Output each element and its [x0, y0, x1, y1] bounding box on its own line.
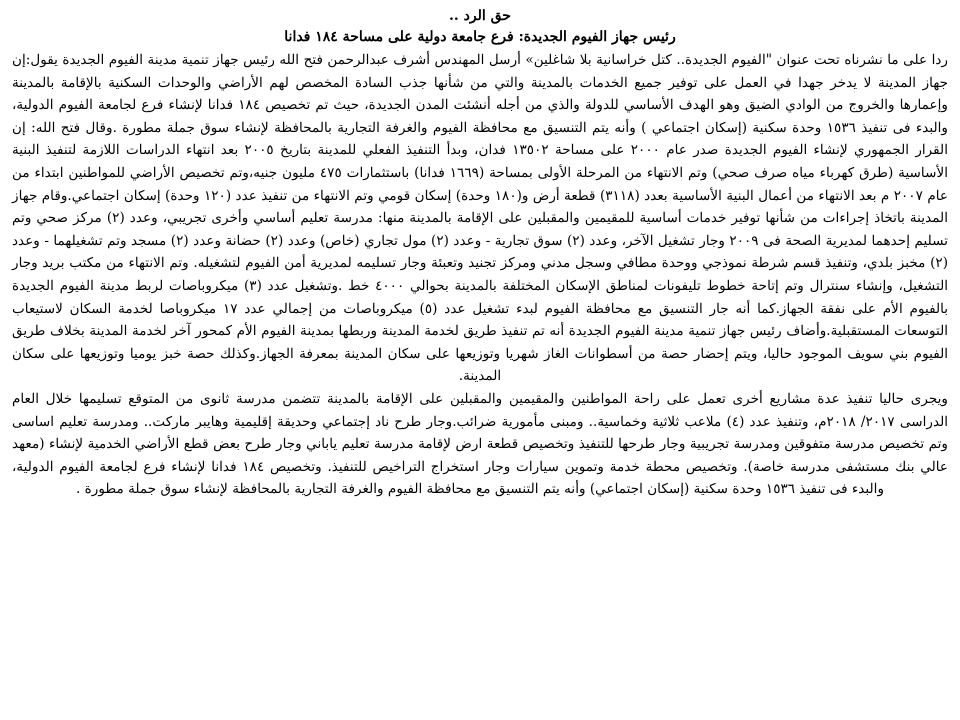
- paragraph-1: ردا على ما نشرناه تحت عنوان "الفيوم الجديدة.. كتل خراسانية بلا شاغلين» أرسل المهندس أشرف عبدالرحمن فتح الله رئيس جهاز تنمية مدينة الفيوم الجديدة يقول:إن جهاز المدينة لا يدخر جهدا في العمل على توفير جميع الخدمات بالمدينة والتي من شأنها جذب السادة المخصص لهم الأراضي والوحدات السكنية بالإقامة بالمدينة وإعمارها والخروج من الوادي الضيق وهو الهدف الأساسي للدولة والذي من أجله أنشئت المدن الجديدة، حيث تم تخصيص ١٨٤ فدانا لإنشاء فرع لجامعة الفيوم الدولية، والبدء فى تنفيذ ١٥٣٦ وحدة سكنية (إسكان اجتماعي ) وأنه يتم التنسيق مع محافظة الفيوم والغرفة التجارية بالمحافظة لإنشاء سوق جملة مطورة .وقال فتح الله: إن القرار الجمهوري لإنشاء الفيوم الجديدة صدر عام ٢٠٠٠ على مساحة ١٣٥٠٢ فدان، وبدأ التنفيذ الفعلي للمدينة بتاريخ ٢٠٠٥ بعد انتهاء الدراسات اللازمة لتنفيذ البنية الأساسية (طرق كهرباء مياه صرف صحي) وتم الانتهاء من المرحلة الأولى بمساحة (١٦٦٩ فدانا) باستثمارات ٤٧٥ مليون جنيه،وتم تخصيص الأراضي للمواطنين ابتداء من عام ٢٠٠٧ م بعد الانتهاء من أعمال البنية الأساسية بعدد (٣١١٨) قطعة أرض و(١٨٠ وحدة) إسكان قومي وتم الانتهاء من تنفيذ عدد (١٢٠ وحدة) إسكان اجتماعي.وقام جهاز المدينة باتخاذ إجراءات من شأنها توفير خدمات أساسية للمقيمين والمقبلين على الإقامة بالمدينة منها: مدرسة تعليم أساسي وأخرى تجريبي، وعدد (٢) مركز صحي وتم تسليم إحدهما لمديرية الصحة فى ٢٠٠٩ وجار تشغيل الآخر، وعدد (٢) سوق تجارية - وعدد (٢) مول تجاري (خاص) وعدد (٢) حضانة وعدد (٢) مسجد وتم تشغيلهما - وعدد (٢) مخبز بلدي، وتنفيذ قسم شرطة نموذجي ووحدة مطافي وسجل مدني ومركز تجنيد وتعبئة وجار تسليمه لمديرية أمن الفيوم لتشغيله. وتم الانتهاء من مكتب بريد وجار التشغيل، وإنشاء سنترال وتم إتاحة خطوط تليفونات لمناطق الإسكان المختلفة بالمدينة بحوالي ٤٠٠٠ خط .وتشغيل عدد (٣) ميكروباصات لربط مدينة الفيوم الجديدة بالفيوم الأم على نفقة الجهاز.كما أنه جار التنسيق مع محافظة الفيوم لبدء تشغيل عدد (٥) ميكروباصات من إجمالي عدد ١٧ ميكروباصا لخدمة السكان لاستيعاب التوسعات المستقبلية.وأضاف رئيس جهاز تنمية مدينة الفيوم الجديدة أنه تم تنفيذ طريق لخدمة المدينة وربطها بمدينة الفيوم الأم كمحور آخر لخدمة المدينة بخلاف طريق الفيوم بني سويف الموجود حاليا، ويتم إحضار حصة من أسطوانات الغاز شهريا وتوزيعها على سكان المدينة بمعرفة الجهاز.وكذلك حصة خبز يوميا وتوزيعها على سكان المدينة.: [12, 52, 949, 385]
- heading: حق الرد ..: [449, 8, 511, 24]
- paragraph-2: ويجرى حاليا تنفيذ عدة مشاريع أخرى تعمل على راحة المواطنين والمقيمين والمقبلين على الإقامة بالمدينة تتضمن مدرسة ثانوى من المتوقع تسليمها خلال العام الدراسى ٢٠١٧/ ٢٠١٨م، وتنفيذ عدد (٤) ملاعب ثلاثية وخماسية.. ومبنى مأمورية ضرائب.وجار طرح ناد إجتماعي وحديقة إقليمية وهايبر ماركت.. ومدرسة تعليم اساسى وتم تخصيص مدرسة متفوقين ومدرسة تجريبية وجار طرحها للتنفيذ وتخصيص قطعة ارض لإقامة مدرسة تعليم ياباني وجار طرح بعض قطع الأراضي الخدمية لإنشاء (معهد عالي بنك مستشفى مدرسة خاصة). وتخصيص محطة خدمة وتموين سيارات وجار استخراج التراخيص للتنفيذ. وتخصيص ١٨٤ فدانا لإنشاء فرع لجامعة الفيوم الدولية، والبدء فى تنفيذ ١٥٣٦ وحدة سكنية (إسكان اجتماعي) وأنه يتم التنسيق مع محافظة الفيوم والغرفة التجارية بالمحافظة لإنشاء سوق جملة مطورة .: [12, 390, 949, 498]
- subheading: رئيس جهاز الفيوم الجديدة: فرع جامعة دولية على مساحة ١٨٤ فدانا: [284, 29, 676, 45]
